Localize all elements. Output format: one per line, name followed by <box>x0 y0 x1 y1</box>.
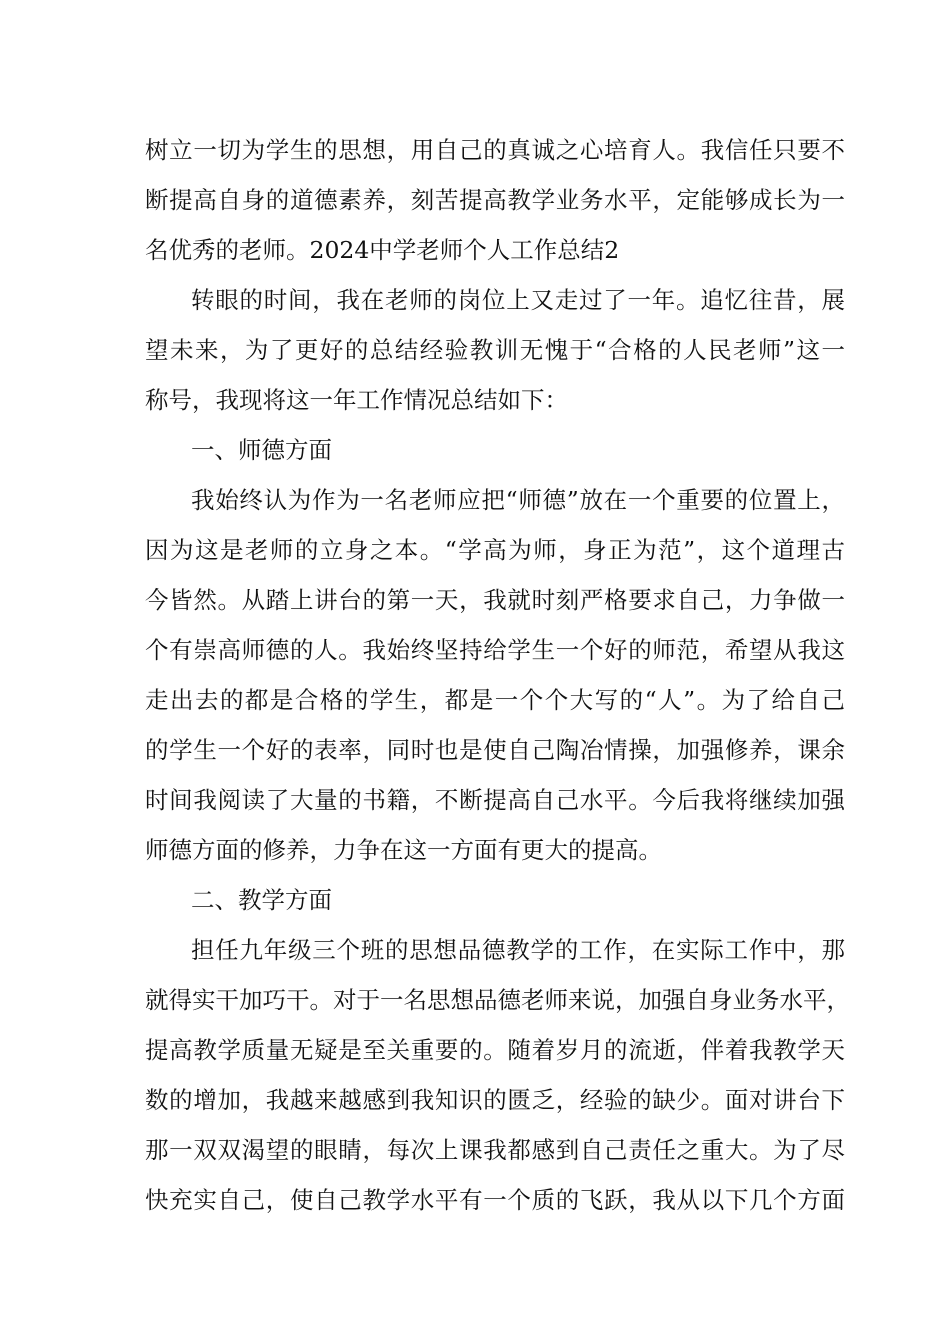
text-line: 因为这是老师的立身之本。“学高为师，身正为范”，这个道理古 <box>145 536 845 564</box>
text-line: 望未来，为了更好的总结经验教训无愧于“合格的人民老师”这一 <box>145 336 845 364</box>
text-line: 断提高自身的道德素养，刻苦提高教学业务水平，定能够成长为一 <box>145 186 845 214</box>
section-heading: 一、师德方面 <box>191 436 332 464</box>
text-line: 树立一切为学生的思想，用自己的真诚之心培育人。我信任只要不 <box>145 136 845 164</box>
text-line: 今皆然。从踏上讲台的第一天，我就时刻严格要求自己，力争做一 <box>145 586 845 614</box>
paragraph-first-line: 我始终认为作为一名老师应把“师德”放在一个重要的位置上， <box>191 486 845 514</box>
text-line: 提高教学质量无疑是至关重要的。随着岁月的流逝，伴着我教学天 <box>145 1036 845 1064</box>
text-line: 的学生一个好的表率，同时也是使自己陶冶情操，加强修养，课余 <box>145 736 845 764</box>
section-heading: 二、教学方面 <box>191 886 332 914</box>
text-line: 快充实自己，使自己教学水平有一个质的飞跃，我从以下几个方面 <box>145 1186 845 1214</box>
text-line: 就得实干加巧干。对于一名思想品德老师来说，加强自身业务水平， <box>145 986 850 1014</box>
text-line: 称号，我现将这一年工作情况总结如下： <box>145 386 568 414</box>
paragraph-first-line: 担任九年级三个班的思想品德教学的工作，在实际工作中，那 <box>191 936 845 964</box>
paragraph-first-line: 转眼的时间，我在老师的岗位上又走过了一年。追忆往昔，展 <box>191 286 845 314</box>
text-line: 名优秀的老师。2024中学老师个人工作总结2 <box>145 236 620 264</box>
text-line: 个有崇高师德的人。我始终坚持给学生一个好的师范，希望从我这 <box>145 636 845 664</box>
text-line: 那一双双渴望的眼睛，每次上课我都感到自己责任之重大。为了尽 <box>145 1136 845 1164</box>
text-line: 数的增加，我越来越感到我知识的匮乏，经验的缺少。面对讲台下 <box>145 1086 845 1114</box>
text-line: 时间我阅读了大量的书籍，不断提高自己水平。今后我将继续加强 <box>145 786 845 814</box>
text-line: 师德方面的修养，力争在这一方面有更大的提高。 <box>145 836 662 864</box>
text-line: 走出去的都是合格的学生，都是一个个大写的“人”。为了给自己 <box>145 686 845 714</box>
